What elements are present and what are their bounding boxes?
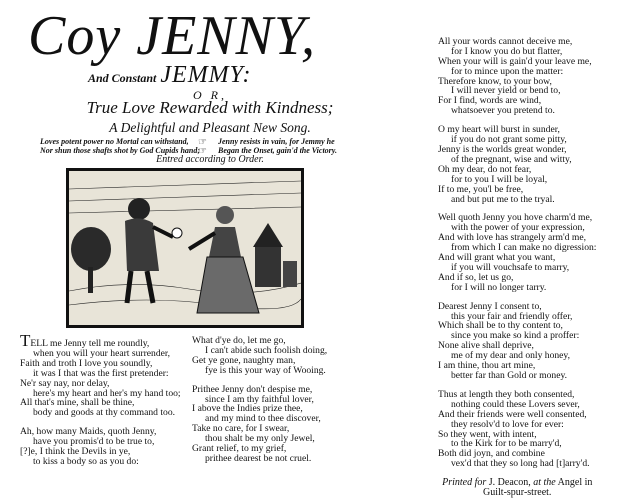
verse-text: I above the Indies prize thee, [192, 403, 303, 415]
verse-text: I am thine, thou art mine, [438, 360, 536, 372]
verse-text: to kiss a body so as you do: [33, 455, 139, 467]
verse-text: Thus at length they both consented, [438, 388, 575, 400]
motto-line: Began the Onset, gain'd the Victory. [218, 146, 338, 155]
pointing-hand-icon: ☞ [198, 137, 207, 148]
verse-text: And will grant what you want, [438, 252, 556, 264]
verse-text: For I find, words are wind, [438, 95, 542, 107]
verse-text: prithee dearest be not cruel. [205, 452, 312, 464]
verse-text: All that's mine, shall be thine, [20, 397, 135, 409]
stanza [20, 331, 181, 419]
verse-line [438, 106, 596, 116]
motto-line: Nor shun those shafts shot by God Cupids hand; [40, 146, 201, 155]
verse-text: Well quoth Jenny you hove charm'd me, [438, 212, 593, 224]
verse-text: I can't abide such foolish doing, [205, 344, 328, 356]
imprint-angel: Angel in [557, 477, 593, 489]
verse-line [20, 457, 181, 467]
verse-line [20, 408, 181, 418]
verse-text: me of my dear and only honey, [451, 350, 570, 362]
verse-text: if you do not grant some pitty, [451, 134, 567, 146]
verse-line [438, 195, 596, 205]
verse-text: if you will vouchsafe to marry, [451, 261, 570, 273]
verse-text: thou shalt be my only Jewel, [205, 433, 315, 445]
verse-text: for I will no longer tarry. [451, 281, 547, 293]
verse-text: since I am thy faithful lover, [205, 393, 314, 405]
stanza [438, 390, 596, 469]
verse-text: body and goods at thy command too. [33, 407, 176, 419]
verse-text: Ah, how many Maids, quoth Jenny, [20, 426, 157, 438]
verse-text: Prithee Jenny don't despise me, [192, 383, 313, 395]
stanza [20, 427, 181, 467]
verse-column-1 [20, 331, 181, 476]
verse-text: Both did joyn, and combine [438, 448, 545, 460]
verse-line [438, 283, 596, 293]
stanza [192, 385, 327, 464]
verse-text: [?]e, I think the Devils in ye, [20, 446, 131, 458]
verse-text: whatsoever you pretend to. [451, 105, 555, 117]
verse-text: I will never yield or bend to, [451, 85, 561, 97]
stanza [438, 302, 596, 381]
verse-text: Faith and troth I love you soundly, [20, 357, 153, 369]
verse-text: from which I can make no digression: [451, 242, 597, 254]
verse-text: So they went, with intent, [438, 428, 537, 440]
verse-text: vex'd that they so long had [t]arry'd. [451, 458, 590, 470]
pointing-hand-icon: ☞ [198, 146, 207, 157]
verse-text: None alive shall deprive, [438, 340, 534, 352]
motto-line: Jenny resists in vain, for Jemmy he [218, 137, 335, 146]
woodcut-illustration [66, 168, 304, 328]
verse-text: this your fair and friendly offer, [451, 310, 573, 322]
verse-text: it was I that was the first pretender: [33, 367, 169, 379]
verse-text: And their friends were well consented, [438, 408, 587, 420]
verse-text: nothing could these Lovers sever, [451, 398, 580, 410]
verse-line [192, 366, 327, 376]
stanza [192, 336, 327, 376]
verse-text: ELL me Jenny tell me roundly, [30, 338, 150, 349]
verse-text: since you make so kind a proffer: [451, 330, 580, 342]
motto-right [218, 137, 337, 155]
imprint-printed-for: Printed for [442, 477, 487, 489]
verse-text: Jenny is the worlds great wonder, [438, 143, 567, 155]
verse-text: Dearest Jenny I consent to, [438, 300, 542, 312]
verse-line [438, 459, 596, 469]
verse-text: with the power of your expression, [451, 222, 585, 234]
verse-text: And with love has strangely arm'd me, [438, 232, 587, 244]
motto-left [40, 137, 200, 155]
verse-text: to the Kirk for to be marry'd, [451, 438, 562, 450]
verse-text: All your words cannot deceive me, [438, 35, 573, 47]
verse-text: Get ye gone, naughty man, [192, 354, 296, 366]
verse-text: when you will your heart surrender, [33, 347, 171, 359]
verse-text: Ne'r say nay, nor delay, [20, 377, 110, 389]
subtitle-true-love: True Love Rewarded with Kindness; [86, 98, 334, 117]
verse-text: Take no care, for I swear, [192, 423, 290, 435]
verse-text: have you promis'd to be true to, [33, 436, 155, 448]
verse-text: Grant relief, to my grief, [192, 443, 287, 455]
verse-text: When your will is gain'd your leave me, [438, 55, 592, 67]
verse-text: of the pregnant, wise and witty, [451, 153, 572, 165]
verse-text: O my heart will burst in sunder, [438, 124, 560, 136]
verse-column-2 [192, 336, 327, 473]
verse-line [192, 454, 327, 464]
jemmy-text: JEMMY: [160, 62, 252, 88]
verse-text: Oh my dear, do not fear, [438, 163, 532, 175]
verse-text: here's my heart and her's my hand too; [33, 387, 181, 399]
and-constant-text: And Constant [88, 71, 157, 85]
stanza [438, 213, 596, 292]
verse-text: better far than Gold or money. [451, 370, 568, 381]
stanza [438, 125, 596, 204]
verse-text: and but put me to the tryal. [451, 193, 555, 205]
verse-text: If to me, you'l be free, [438, 183, 524, 195]
verse-text: for to you I will be loyal, [451, 173, 548, 185]
woodcut-drawing [69, 171, 301, 325]
stanza [438, 37, 596, 116]
imprint [438, 478, 596, 498]
verse-text: Therefore know, to your bow, [438, 75, 552, 87]
imprint-printer: J. Deacon, [488, 477, 531, 489]
verse-text: What d'ye do, let me go, [192, 335, 286, 346]
verse-column-3 [438, 27, 596, 498]
entered-note: Entred according to Order. [156, 154, 264, 165]
verse-text: And if so, let us go, [438, 271, 514, 283]
verse-text: they resolv'd to love for ever: [451, 418, 564, 430]
subtitle-jemmy [88, 62, 251, 89]
verse-text: and my mind to thee discover, [205, 413, 321, 425]
imprint-at-the: at the [533, 477, 556, 489]
verse-line [438, 371, 596, 381]
drop-cap: T [20, 331, 31, 350]
motto-line: Loves potent power no Mortal can withstand, [40, 137, 189, 146]
verse-text: fye is this your way of Wooing. [205, 364, 326, 376]
verse-text: for I know you do but flatter, [451, 45, 563, 57]
imprint-line-2: Guilt-spur-street. [483, 487, 552, 498]
subtitle-description: A Delightful and Pleasant New Song. [109, 120, 311, 135]
ballad-title: Coy JENNY, [28, 5, 316, 67]
or-separator: O R, [193, 88, 227, 102]
verse-text: Which shall be to thy content to, [438, 320, 563, 332]
verse-text: for to mince upon the matter: [451, 65, 564, 77]
